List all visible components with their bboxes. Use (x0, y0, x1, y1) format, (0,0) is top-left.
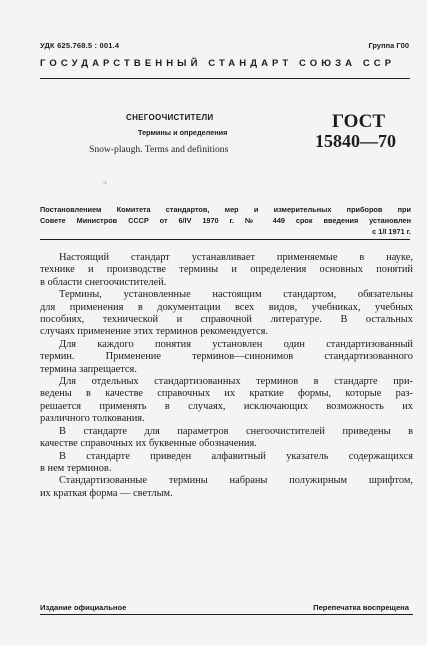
text-line: качестве справочных их буквенные обозначения. (40, 438, 257, 450)
text-line: различного толкования. (40, 413, 145, 425)
paragraph (40, 475, 413, 500)
body-text (40, 252, 413, 500)
standard-title-english: Snow-plaugh. Terms and definitions (89, 144, 229, 155)
text-line: их краткая форма — светлым. (40, 487, 173, 499)
official-edition-note: Издание официальное (40, 603, 127, 612)
text-line: случаях применение этих терминов рекомендуется. (40, 326, 269, 338)
text-line: Стандартизованные термины набраны полужирным шрифтом, (59, 475, 413, 487)
text-line: Для отдельных стандартизованных терминов в стандарте при- (59, 376, 413, 388)
text-line: Настоящий стандарт устанавливает применяемые в науке, (59, 252, 413, 263)
text-line: ведены в качестве справочных их краткие формы, которые раз- (40, 388, 413, 400)
text-line: для применения в документации всех видов, учебниках, учебных (40, 301, 413, 313)
header-divider (40, 78, 410, 79)
paragraph (40, 339, 413, 376)
paragraph (40, 252, 413, 289)
text-line: В стандарте для параметров снегоочистителей приведены в (59, 425, 413, 437)
state-standard-heading: ГОСУДАРСТВЕННЫЙ СТАНДАРТ СОЮЗА ССР (40, 58, 396, 69)
text-line: Для каждого понятия установлен один стандартизованный (59, 338, 413, 350)
text-line: в области снегоочистителей. (40, 276, 167, 288)
gost-number: 15840—70 (315, 131, 396, 151)
group-code: Группа Г00 (368, 41, 409, 50)
footer-divider (40, 614, 413, 615)
decree-divider (40, 239, 410, 240)
text-line: решается применять в случаях, исключающих возможность их (40, 400, 413, 412)
text-line: технике и производстве термины и определения основных понятий (40, 264, 413, 276)
udk-code: УДК 625.768.5 : 001.4 (40, 41, 120, 50)
decree-line: Совете Министров СССР от 6/IV 1970 г. № 449 срок введения установлен (40, 215, 411, 225)
text-line: В стандарте приведен алфавитный указатель содержащихся (59, 450, 413, 462)
text-line: термин. Применение терминов—синонимов стандартизованного (40, 351, 413, 363)
paragraph (40, 451, 413, 476)
paragraph (40, 289, 413, 339)
decree-line: Постановлением Комитета стандартов, мер и измерительных приборов при (40, 205, 411, 214)
text-line: термина запрещается. (40, 363, 137, 375)
text-line: Термины, установленные настоящим стандартом, обязательны (59, 289, 413, 301)
standard-subtitle: Термины и определения (138, 128, 228, 137)
decree-text (40, 205, 411, 237)
paragraph (40, 426, 413, 451)
text-line: в нем терминов. (40, 462, 112, 474)
print-speck: ‹ı (103, 180, 107, 186)
standard-title: СНЕГООЧИСТИТЕЛИ (126, 113, 214, 122)
paragraph (40, 376, 413, 426)
gost-label: ГОСТ (332, 111, 386, 132)
decree-line: с 1/I 1971 г. (372, 226, 411, 236)
reprint-prohibited-note: Перепечатка воспрещена (313, 603, 409, 612)
text-line: пособиях, технической и справочной литературе. В остальных (40, 314, 413, 326)
